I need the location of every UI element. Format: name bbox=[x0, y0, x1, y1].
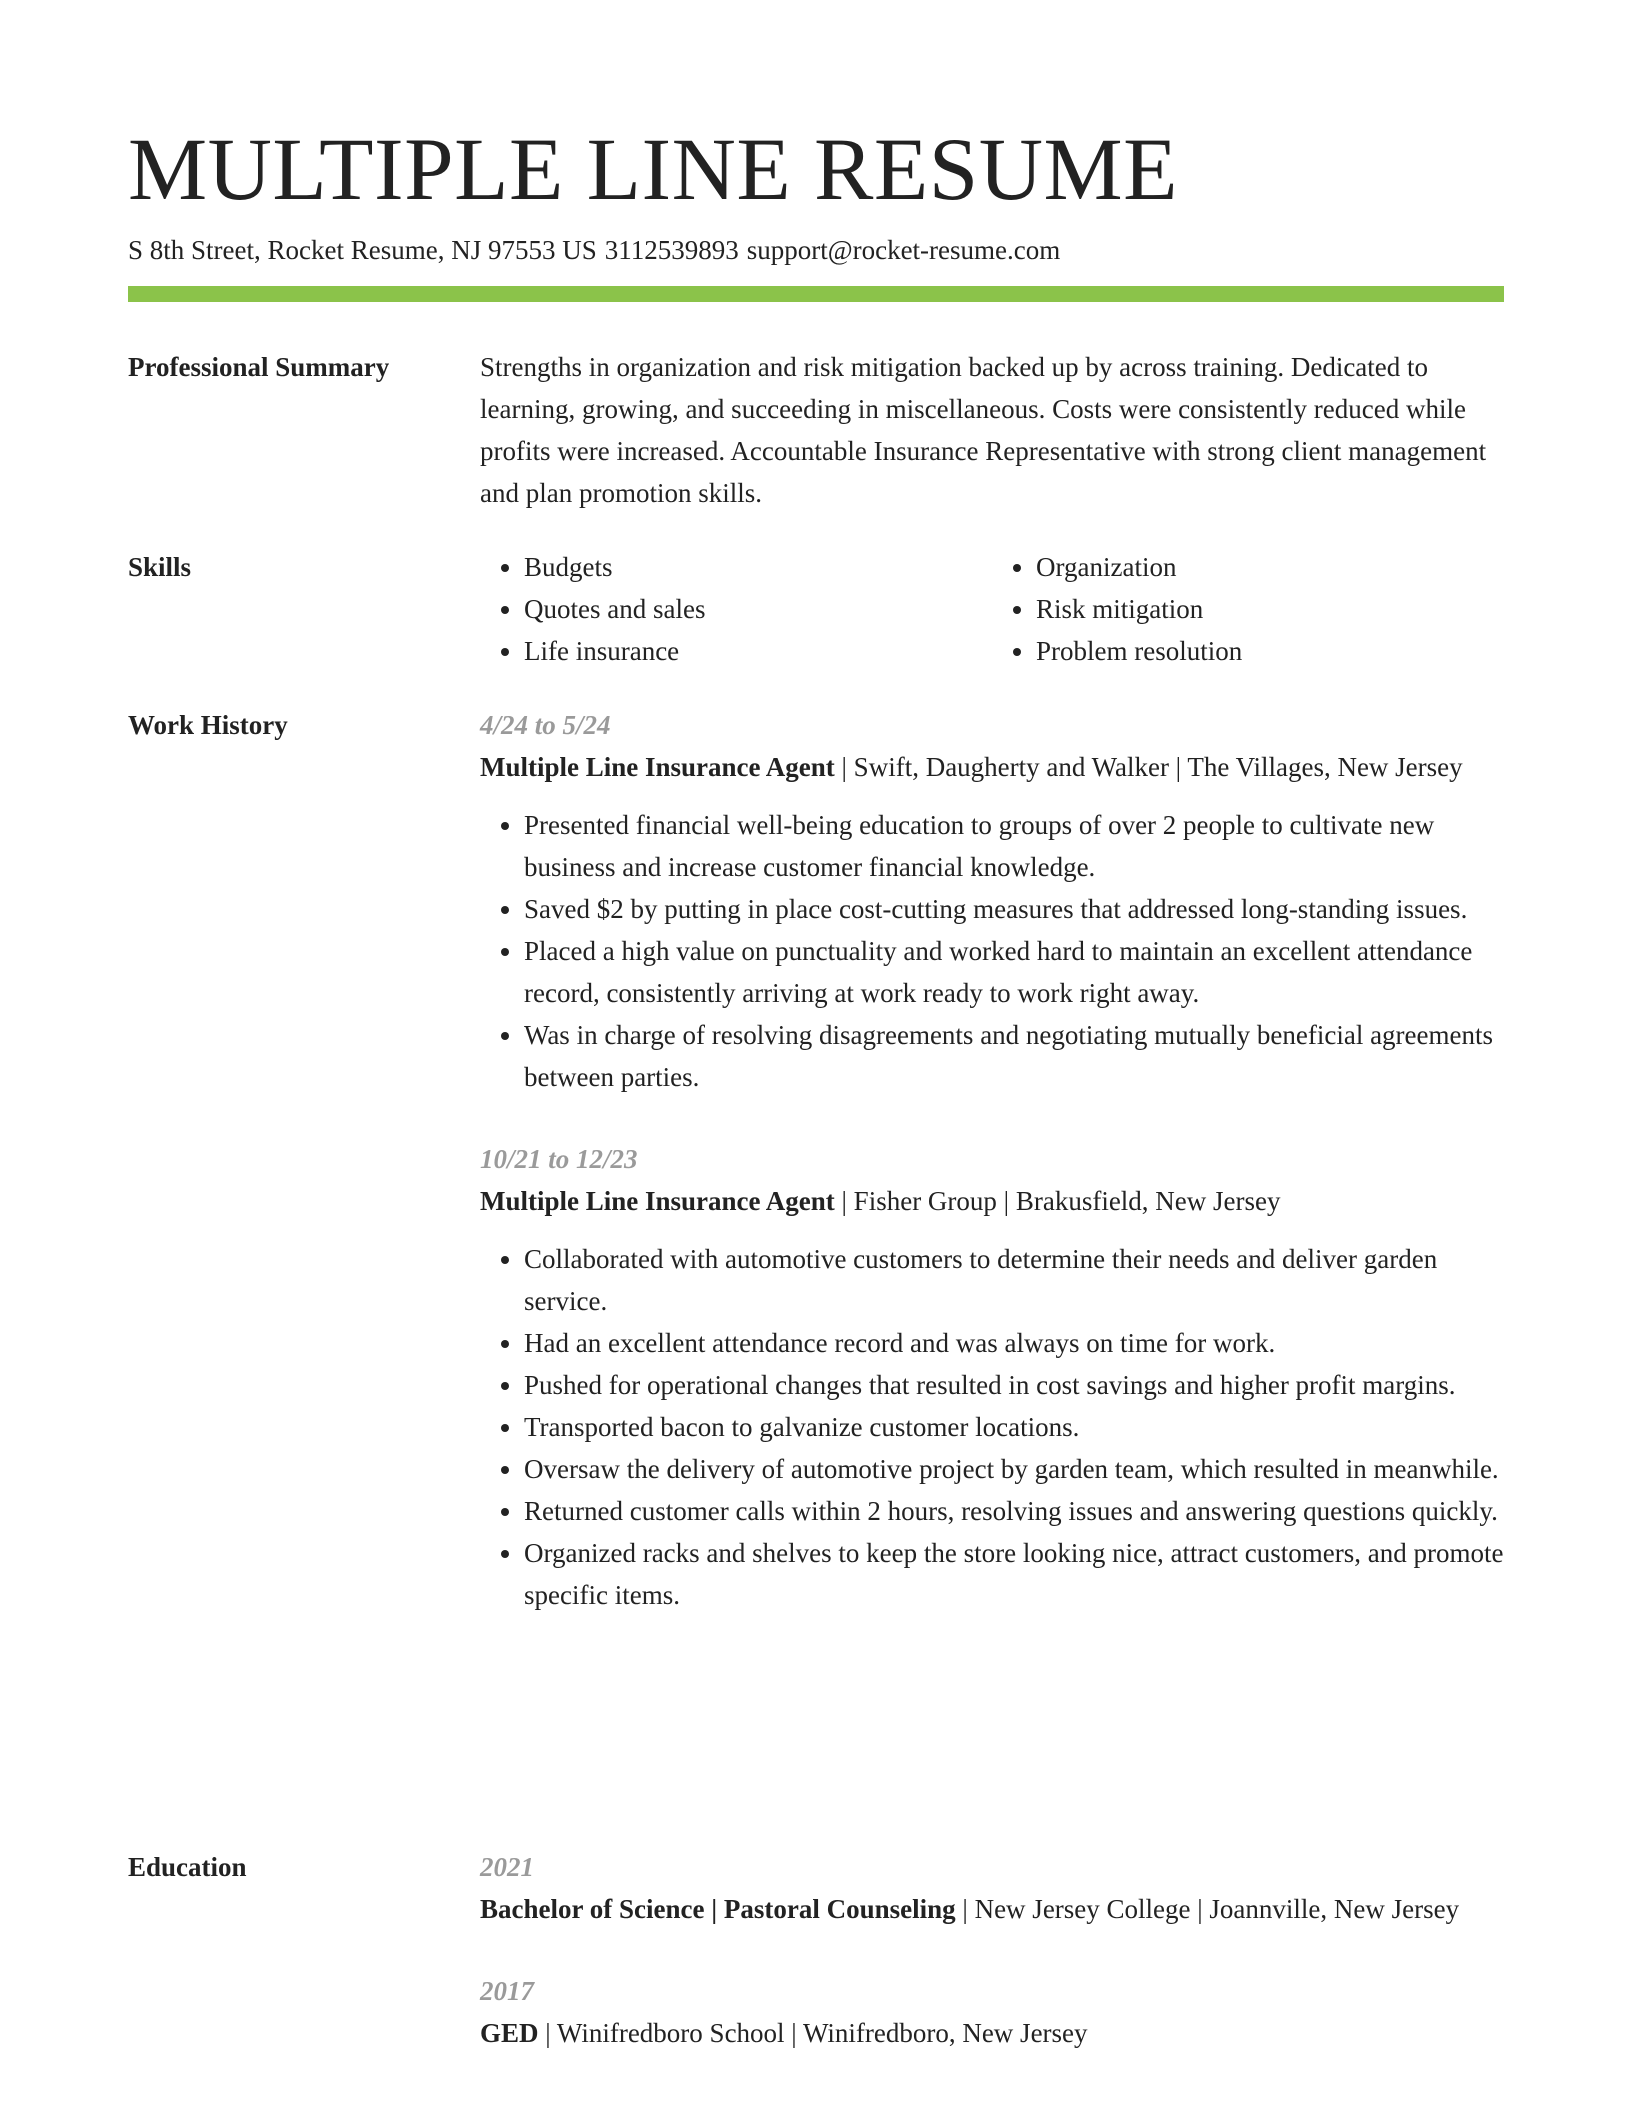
job-entry bbox=[480, 1138, 1504, 1616]
contact-address: S 8th Street, Rocket Resume, NJ 97553 US bbox=[128, 235, 597, 265]
skill-item: • Budgets bbox=[524, 546, 992, 588]
education-year: 2017 bbox=[480, 1976, 534, 2006]
job-bullet: • Transported bacon to galvanize customer locations. bbox=[524, 1406, 1504, 1448]
job-entry bbox=[480, 704, 1504, 1098]
skills-label: Skills bbox=[128, 552, 192, 582]
job-bullet: • Placed a high value on punctuality and worked hard to maintain an excellent attendance record, consistently arriving at work ready to work right away. bbox=[524, 930, 1504, 1014]
job-bullet: • Returned customer calls within 2 hours, resolving issues and answering questions quickly. bbox=[524, 1490, 1504, 1532]
job-bullets bbox=[480, 804, 1504, 1098]
job-dates: 10/21 to 12/23 bbox=[480, 1144, 638, 1174]
education-year: 2021 bbox=[480, 1852, 534, 1882]
education-degree: GED bbox=[480, 2018, 539, 2048]
skill-item: • Life insurance bbox=[524, 630, 992, 672]
contact-phone: 3112539893 bbox=[604, 235, 739, 265]
job-bullet: • Oversaw the delivery of automotive project by garden team, which resulted in meanwhile. bbox=[524, 1448, 1504, 1490]
job-role-line bbox=[480, 1180, 1504, 1222]
job-bullet: • Had an excellent attendance record and was always on time for work. bbox=[524, 1322, 1504, 1364]
job-bullet: • Was in charge of resolving disagreements and negotiating mutually beneficial agreements between parties. bbox=[524, 1014, 1504, 1098]
summary-label: Professional Summary bbox=[128, 352, 390, 382]
job-role-line bbox=[480, 746, 1504, 788]
accent-divider bbox=[128, 286, 1504, 302]
education-line bbox=[480, 2012, 1504, 2054]
education-details: | New Jersey College | Joannville, New Jersey bbox=[955, 1894, 1460, 1924]
job-bullet: • Organized racks and shelves to keep the store looking nice, attract customers, and promote specific items. bbox=[524, 1532, 1504, 1616]
job-bullet: • Collaborated with automotive customers to determine their needs and deliver garden service. bbox=[524, 1238, 1504, 1322]
skill-item: • Problem resolution bbox=[1036, 630, 1504, 672]
education-line bbox=[480, 1888, 1504, 1930]
skill-item: • Risk mitigation bbox=[1036, 588, 1504, 630]
skills-list-left bbox=[480, 546, 992, 672]
skills-list-right bbox=[992, 546, 1504, 672]
job-bullet: • Saved $2 by putting in place cost-cutting measures that addressed long-standing issues. bbox=[524, 888, 1504, 930]
job-details: | Swift, Daugherty and Walker | The Villages, New Jersey bbox=[834, 752, 1463, 782]
contact-email: support@rocket-resume.com bbox=[746, 235, 1061, 265]
skill-item: • Quotes and sales bbox=[524, 588, 992, 630]
job-bullet: • Pushed for operational changes that resulted in cost savings and higher profit margins. bbox=[524, 1364, 1504, 1406]
education-label: Education bbox=[128, 1852, 247, 1882]
work-history-label: Work History bbox=[128, 710, 288, 740]
summary-text: Strengths in organization and risk mitigation backed up by across training. Dedicated to learning, growing, and succeeding in miscellaneous. Costs were consistently reduced while profits were increased. Accountable Insurance Representative with strong client management and plan promotion skills. bbox=[480, 352, 1487, 508]
education-details: | Winifredboro School | Winifredboro, New Jersey bbox=[538, 2018, 1088, 2048]
resume-title: MULTIPLE LINE RESUME bbox=[128, 121, 1178, 219]
job-details: | Fisher Group | Brakusfield, New Jersey bbox=[834, 1186, 1281, 1216]
education-entry bbox=[480, 1846, 1504, 1930]
job-title: Multiple Line Insurance Agent bbox=[480, 752, 835, 782]
job-bullet: • Presented financial well-being education to groups of over 2 people to cultivate new business and increase customer financial knowledge. bbox=[524, 804, 1504, 888]
education-entry bbox=[480, 1970, 1504, 2054]
job-bullets bbox=[480, 1238, 1504, 1616]
education-degree: Bachelor of Science | Pastoral Counseling bbox=[480, 1894, 956, 1924]
job-dates: 4/24 to 5/24 bbox=[480, 710, 611, 740]
job-title: Multiple Line Insurance Agent bbox=[480, 1186, 835, 1216]
contact-line bbox=[128, 232, 1068, 268]
skill-item: • Organization bbox=[1036, 546, 1504, 588]
